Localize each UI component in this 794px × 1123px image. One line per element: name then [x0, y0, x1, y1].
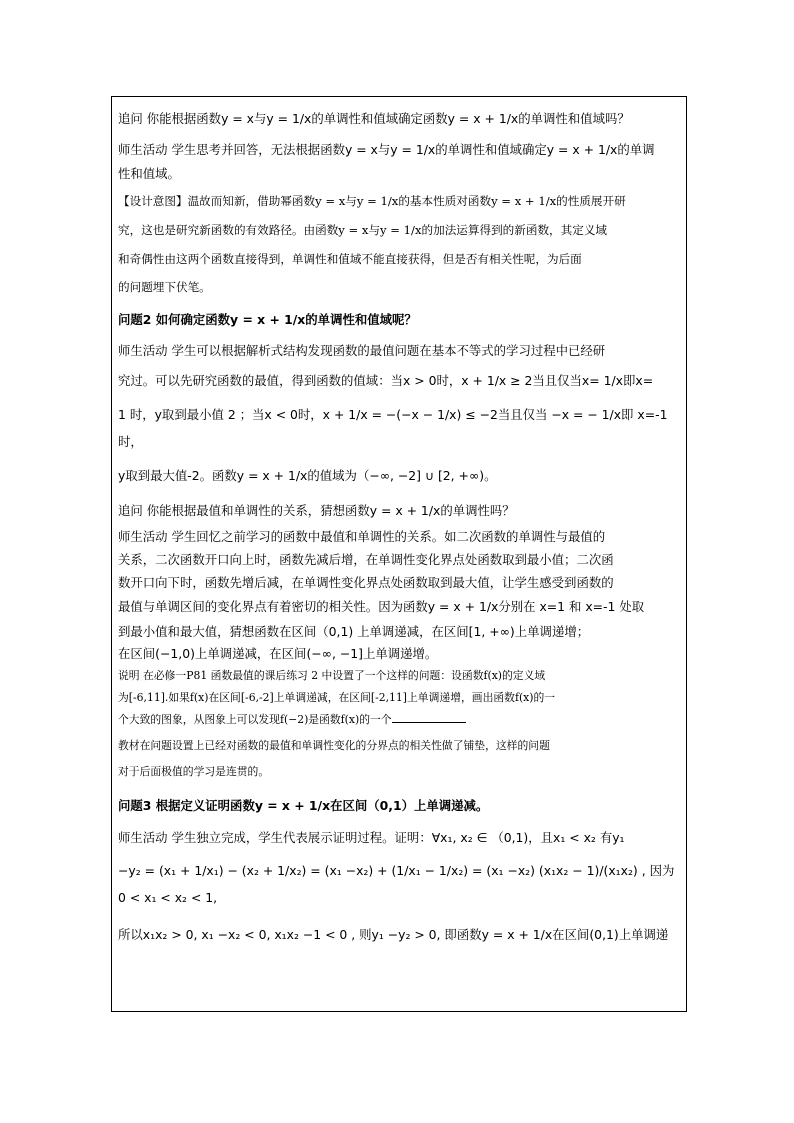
content-table-cell — [111, 96, 687, 1012]
note-line-3 — [118, 710, 676, 730]
followup-activity-line-5: 到最小值和最大值，猜想函数在区间（0,1) 上单调递减，在区间[1, +∞)上单调递增； — [118, 624, 590, 639]
activity-line-1: 师生活动 学生思考并回答，无法根据函数y = x与y = 1/x的单调性和值域确定y = x + 1/x的单调 — [118, 142, 655, 157]
design-intent-line-1: 【设计意图】温故而知新，借助幂函数y = x与y = 1/x的基本性质对函数y = x + 1/x的性质展开研 — [118, 194, 626, 208]
followup-activity-line-4: 最值与单调区间的变化界点有着密切的相关性。因为函数y = x + 1/x分别在 x=1 和 x=-1 处取 — [118, 599, 645, 614]
q2-activity-line-2: 究过。可以先研究函数的最值，得到函数的值域：当x > 0时，x + 1/x ≥ 2当且仅当x= 1/x即x= — [118, 373, 654, 388]
fill-in-blank — [392, 710, 466, 723]
question-2: 问题2 如何确定函数y = x + 1/x的单调性和值域呢？ — [118, 312, 417, 327]
proof-line-2: −y₂ = (x₁ + 1/x₁) − (x₂ + 1/x₂) = (x₁ −x₂) + (1/x₁ − 1/x₂) = (x₁ −x₂) (x₁x₂ − 1)/(x₁x₂) , 因为 0 < x₁ < x₂ < 1, — [118, 863, 675, 905]
followup-question-1: 追问 你能根据函数y = x与y = 1/x的单调性和值域确定函数y = x + 1/x的单调性和值域吗？ — [118, 111, 630, 126]
design-intent-line-3: 和奇偶性由这两个函数直接得到，单调性和值域不能直接获得，但是否有相关性呢，为后面 — [118, 252, 582, 266]
note-line-4: 教材在问题设置上已经对函数的最值和单调性变化的分界点的相关性做了铺垫，这样的问题 — [118, 739, 550, 752]
note-line-1: 说明 在必修一P81 函数最值的课后练习 2 中设置了一个这样的问题：设函数f(x)的定义域 — [118, 669, 546, 682]
question-3-text: 问题3 根据定义证明函数y = x + 1/x在区间（0,1）上单调递减。 — [118, 798, 489, 813]
followup-activity-line-6: 在区间(−1,0)上单调递减，在区间(−∞, −1]上单调递增。 — [118, 646, 438, 661]
design-intent-line-4: 的问题埋下伏笔。 — [118, 280, 211, 294]
question-3 — [118, 796, 676, 816]
proof-line-3: 所以x₁x₂ > 0, x₁ −x₂ < 0, x₁x₂ −1 < 0 , 则y₁ −y₂ > 0, 即函数y = x + 1/x在区间(0,1)上单调递 — [118, 927, 669, 942]
q2-activity-line-4: y取到最大值-2。函数y = x + 1/x的值域为（−∞, −2] ∪ [2, +∞)。 — [118, 468, 497, 483]
lesson-content — [112, 97, 686, 948]
note-line-2: 为[-6,11].如果f(x)在区间[-6,-2]上单调递减，在区间[-2,11]上单调递增，画出函数f(x)的一 — [118, 691, 556, 704]
q2-activity-line-1: 师生活动 学生可以根据解析式结构发现函数的最值问题在基本不等式的学习过程中已经研 — [118, 343, 606, 358]
proof-line-1: 师生活动 学生独立完成，学生代表展示证明过程。证明：∀x₁, x₂ ∈ （0,1)，且x₁ < x₂ 有y₁ — [118, 830, 625, 845]
q2-activity-line-3: 1 时，y取到最小值 2 ；当x < 0时，x + 1/x = −(−x − 1/x) ≤ −2当且仅当 −x = − 1/x即 x=-1 时， — [118, 407, 668, 449]
note-line-3-text: 个大致的图象，从图象上可以发现f(−2)是函数f(x)的一个 — [118, 713, 392, 726]
design-intent-line-2: 究，这也是研究新函数的有效路径。由函数y = x与y = 1/x的加法运算得到的新函数，其定义域 — [118, 223, 608, 237]
followup-activity-line-1: 师生活动 学生回忆之前学习的函数中最值和单调性的关系。如二次函数的单调性与最值的 — [118, 529, 606, 544]
followup-question-2: 追问 你能根据最值和单调性的关系，猜想函数y = x + 1/x的单调性吗？ — [118, 503, 515, 518]
activity-line-2: 性和值域。 — [118, 166, 180, 181]
followup-activity-line-2: 关系，二次函数开口向上时，函数先减后增，在单调性变化界点处函数取到最小值；二次函 — [118, 552, 614, 567]
note-line-5: 对于后面极值的学习是连贯的。 — [118, 765, 270, 778]
followup-activity-line-3: 数开口向下时，函数先增后减，在单调性变化界点处函数取到最大值，让学生感受到函数的 — [118, 575, 614, 590]
